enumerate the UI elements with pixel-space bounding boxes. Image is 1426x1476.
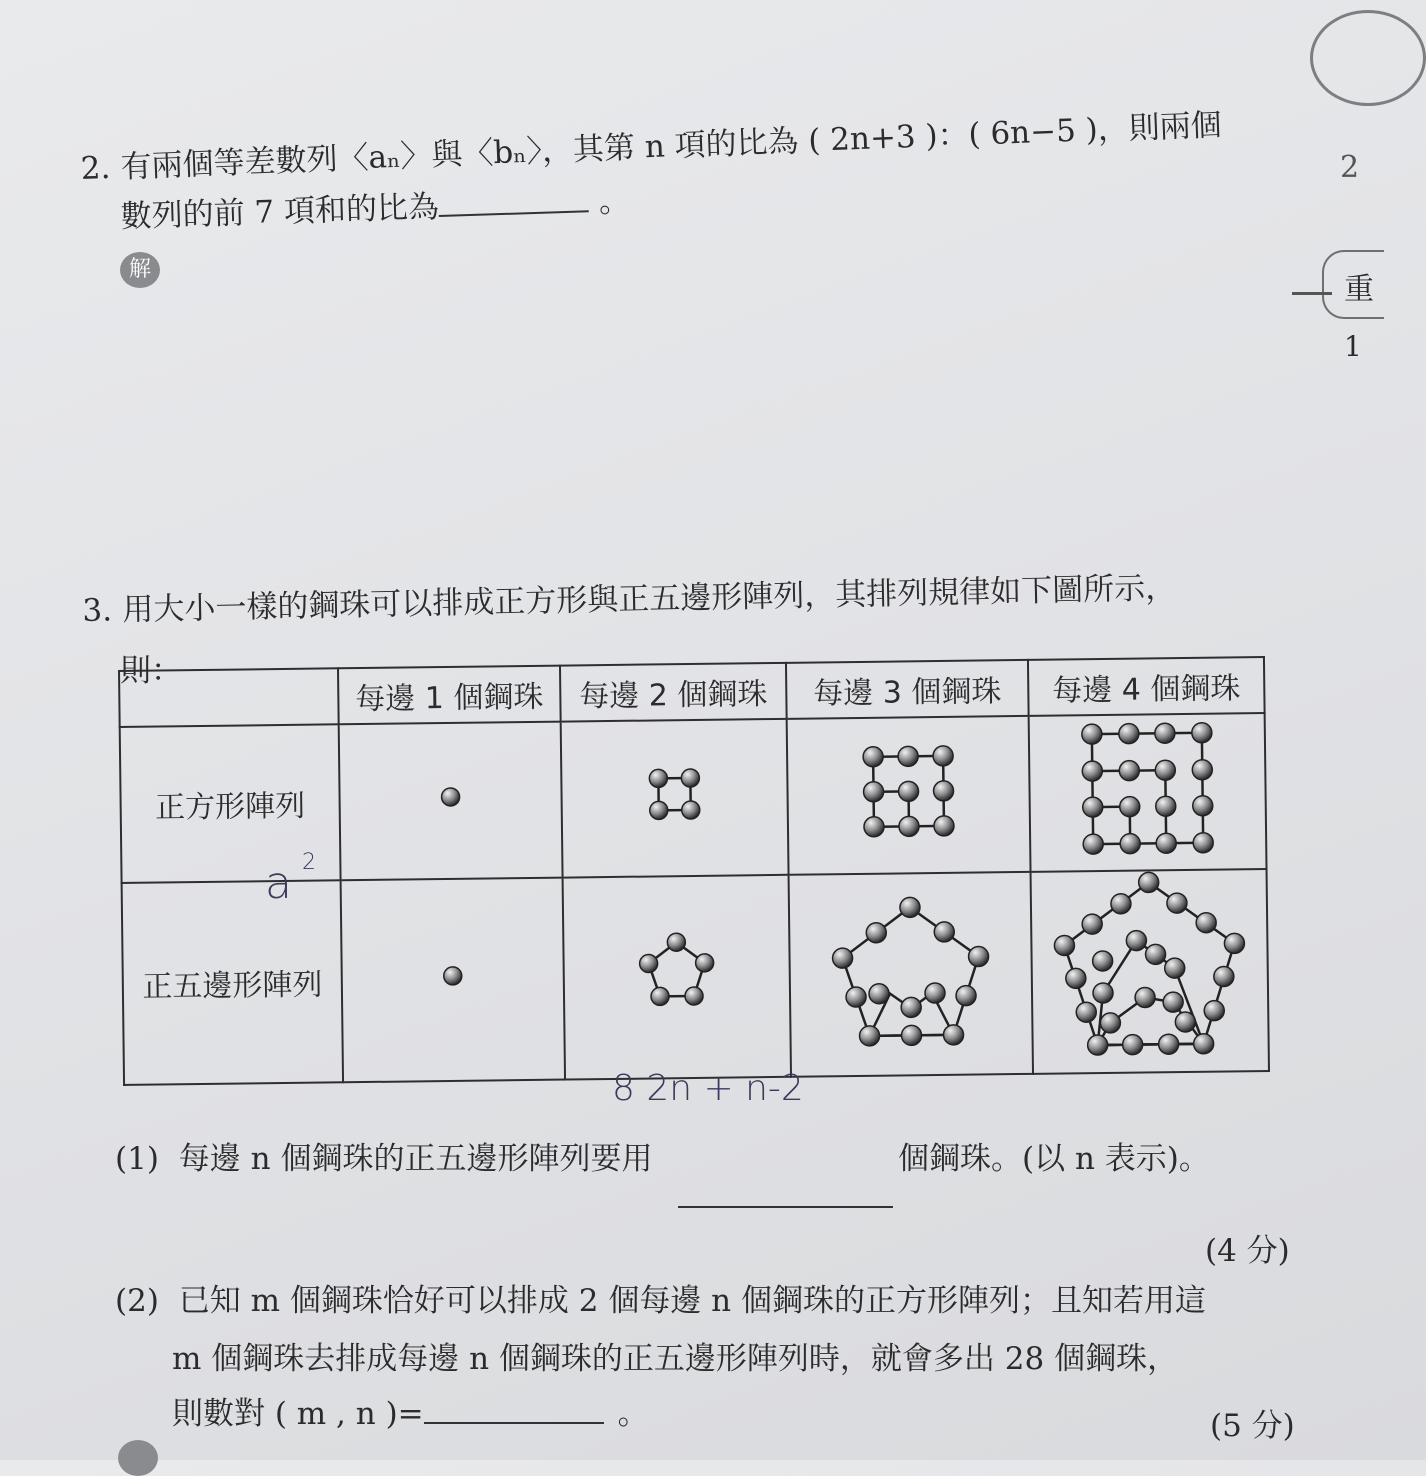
square-3-cell	[787, 716, 1031, 875]
row-label-square: 正方形陣列	[120, 724, 341, 883]
table-corner-cell	[119, 668, 339, 727]
pentagon-1-cell	[341, 878, 565, 1083]
q3-sub1	[115, 1140, 652, 1179]
solution-icon-2	[118, 1440, 158, 1476]
pentagon-4-cell	[1031, 869, 1269, 1074]
header-side-2: 每邊 2 個鋼珠	[560, 663, 787, 722]
sub2-text-line3: 則數對 ( m , n )=	[172, 1396, 424, 1432]
q3-line1	[82, 569, 1177, 631]
q3-line2: 則：	[120, 652, 182, 691]
sub1-answer-blank[interactable]	[678, 1176, 893, 1208]
row-label-pentagon: 正五邊形陣列	[122, 880, 343, 1085]
pentagon-2-cell	[563, 875, 791, 1080]
q2-text-line1: 有兩個等差數列〈aₙ〉與〈bₙ〉，其第 n 項的比為 ( 2n+3 )：( 6n−5 )，則兩個	[120, 107, 1222, 185]
sub2-label: (2)	[115, 1283, 159, 1319]
sub1-label: (1)	[115, 1141, 159, 1177]
square-1-cell	[339, 722, 563, 881]
q2-line2	[120, 179, 630, 237]
margin-ring	[1310, 10, 1426, 106]
header-side-1: 每邊 1 個鋼珠	[338, 666, 561, 725]
pentagon-3-figure	[830, 894, 992, 1046]
header-side-4: 每邊 4 個鋼珠	[1028, 657, 1265, 716]
pentagon-row	[122, 869, 1269, 1085]
q2-text-line2: 數列的前 7 項和的比為	[120, 189, 439, 235]
square-2-figure	[634, 754, 715, 835]
margin-line	[1292, 292, 1332, 295]
square-4-cell	[1029, 713, 1267, 872]
handwritten-a: a	[265, 858, 292, 909]
q2-line1	[80, 106, 1222, 189]
margin-digit: 1	[1344, 330, 1362, 363]
pentagon-1-figure	[433, 956, 473, 996]
q2-period: 。	[598, 183, 630, 220]
q3-number: 3.	[82, 591, 123, 631]
margin-tab-number: 2	[1340, 150, 1359, 185]
q3-sub2-line3	[172, 1392, 649, 1434]
q3-text-line1: 用大小一樣的鋼珠可以排成正方形與正五邊形陣列，其排列規律如下圖所示，	[122, 570, 1177, 628]
square-2-cell	[561, 719, 789, 878]
sub2-text-line1: 已知 m 個鋼珠恰好可以排成 2 個每邊 n 個鋼珠的正方形陣列；且知若用這	[179, 1283, 1206, 1319]
sub1-score: (4 分)	[1205, 1225, 1290, 1270]
q2-answer-blank[interactable]	[438, 180, 589, 217]
q2-number: 2.	[80, 148, 121, 188]
sub2-text-line2: m 個鋼珠去排成每邊 n 個鋼珠的正五邊形陣列時，就會多出 28 個鋼珠，	[172, 1340, 1178, 1379]
sub2-answer-blank[interactable]	[424, 1392, 604, 1424]
solution-icon: 解	[120, 252, 160, 288]
pentagon-3-cell	[789, 872, 1033, 1077]
sub1-after-text: 個鋼珠。(以 n 表示)。	[898, 1140, 1210, 1179]
sub2-period: 。	[618, 1396, 649, 1432]
handwritten-exponent: 2	[302, 850, 316, 875]
square-3-figure	[853, 736, 964, 847]
sub2-score: (5 分)	[1210, 1400, 1295, 1445]
bleed-through-text	[700, 175, 726, 212]
sub1-text: 每邊 n 個鋼珠的正五邊形陣列要用	[179, 1141, 653, 1177]
margin-tab	[1322, 250, 1384, 319]
pentagon-2-figure	[631, 928, 722, 1019]
pentagon-4-figure	[1054, 871, 1246, 1063]
margin-tab-char: 重	[1344, 264, 1374, 308]
square-4-figure	[1077, 718, 1219, 860]
square-1-figure	[430, 777, 470, 817]
handwritten-formula: 8 2n + n-2	[612, 1068, 804, 1109]
q3-sub2-line1	[115, 1282, 1206, 1321]
header-side-3: 每邊 3 個鋼珠	[786, 660, 1029, 719]
